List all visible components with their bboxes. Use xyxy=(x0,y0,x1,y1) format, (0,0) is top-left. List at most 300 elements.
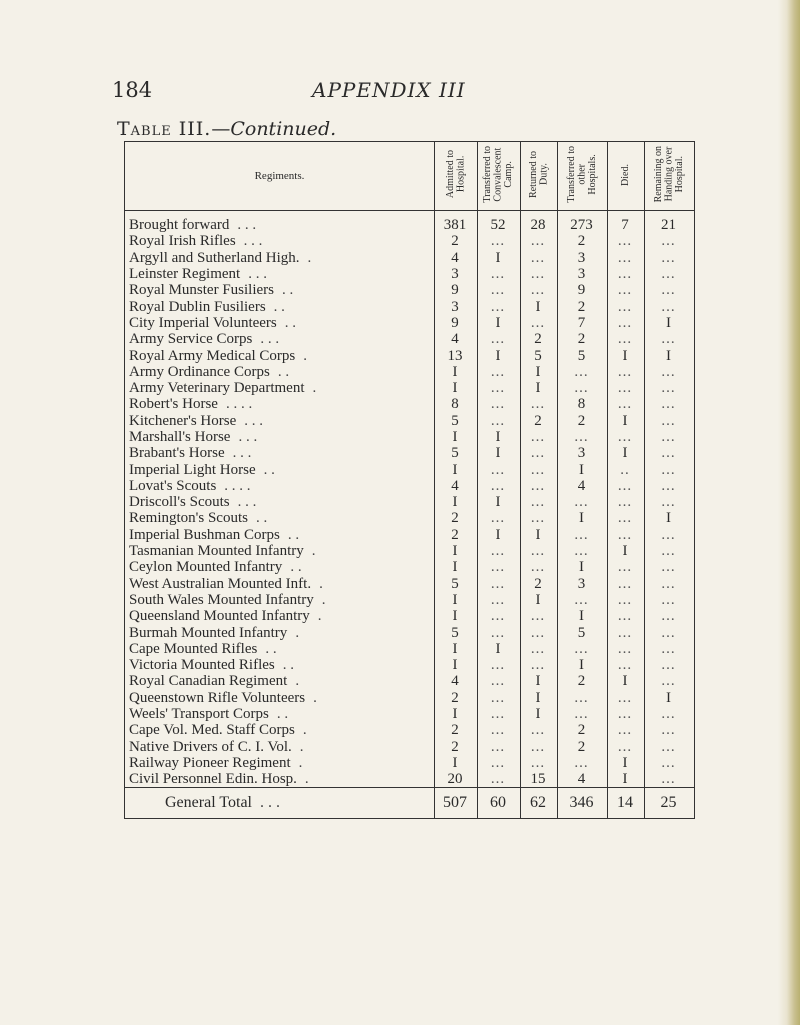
table-caption xyxy=(117,118,336,140)
returned-cell: ... xyxy=(521,250,558,266)
table-row xyxy=(125,429,695,445)
died-cell: ... xyxy=(608,380,645,396)
regiment-name: Army Service Corps xyxy=(129,331,253,348)
table-row xyxy=(125,396,695,412)
header-transferred xyxy=(558,142,608,211)
convalescent-cell: I xyxy=(478,315,521,331)
regiment-name: Cape Mounted Rifles xyxy=(129,640,258,657)
table-row xyxy=(125,315,695,331)
returned-cell: ... xyxy=(521,233,558,249)
convalescent-cell: 60 xyxy=(478,788,521,819)
table-row xyxy=(125,641,695,657)
regiment-cell xyxy=(125,771,435,788)
transferred-cell: 3 xyxy=(558,266,608,282)
returned-cell: ... xyxy=(521,608,558,624)
regiment-name: Royal Canadian Regiment xyxy=(129,673,288,690)
transferred-cell: ... xyxy=(558,527,608,543)
remaining-cell: ... xyxy=(645,298,695,314)
regiment-name: Brought forward xyxy=(129,217,230,234)
leader-dots: . . xyxy=(255,510,268,527)
returned-cell: I xyxy=(521,592,558,608)
regiment-cell xyxy=(125,250,435,266)
returned-cell: 2 xyxy=(521,331,558,347)
regiment-name: Royal Dublin Fusiliers xyxy=(129,298,266,315)
remaining-cell: ... xyxy=(645,478,695,494)
remaining-cell: ... xyxy=(645,250,695,266)
died-cell: I xyxy=(608,347,645,363)
admitted-cell: 9 xyxy=(435,315,478,331)
header-regiments xyxy=(125,142,435,211)
regiment-name: Leinster Regiment xyxy=(129,266,241,283)
returned-cell: I xyxy=(521,364,558,380)
admitted-cell: I xyxy=(435,380,478,396)
transferred-cell: 2 xyxy=(558,298,608,314)
table-row xyxy=(125,282,695,298)
returned-cell: I xyxy=(521,690,558,706)
convalescent-cell: ... xyxy=(478,282,521,298)
transferred-cell: 7 xyxy=(558,315,608,331)
leader-dots: . xyxy=(298,754,303,771)
regiment-name: Victoria Mounted Rifles xyxy=(129,657,275,674)
regiment-name: Royal Army Medical Corps xyxy=(129,347,296,364)
table-row xyxy=(125,211,695,234)
remaining-cell: ... xyxy=(645,461,695,477)
table-row xyxy=(125,576,695,592)
returned-cell: I xyxy=(521,673,558,689)
admitted-cell: 20 xyxy=(435,771,478,788)
leader-dots: . . xyxy=(290,559,302,576)
regiment-name: South Wales Mounted Infantry xyxy=(129,591,314,608)
leader-dots: . xyxy=(321,591,326,608)
transferred-cell: I xyxy=(558,608,608,624)
convalescent-cell: ... xyxy=(478,396,521,412)
regiment-name: Railway Pioneer Regiment xyxy=(129,754,291,771)
remaining-cell: ... xyxy=(645,413,695,429)
regiment-cell xyxy=(125,364,435,380)
regiment-name: West Australian Mounted Inft. xyxy=(129,575,312,592)
transferred-cell: ... xyxy=(558,706,608,722)
admitted-cell: I xyxy=(435,494,478,510)
transferred-cell: I xyxy=(558,461,608,477)
died-cell: ... xyxy=(608,657,645,673)
regiment-name: Army Veterinary Department xyxy=(129,380,305,397)
convalescent-cell: I xyxy=(478,641,521,657)
convalescent-cell: ... xyxy=(478,298,521,314)
transferred-cell: 3 xyxy=(558,250,608,266)
regiment-cell xyxy=(125,739,435,755)
regiment-cell xyxy=(125,592,435,608)
died-cell: ... xyxy=(608,364,645,380)
leader-dots: . xyxy=(317,608,322,625)
table-row xyxy=(125,413,695,429)
leader-dots: . . . xyxy=(260,794,280,812)
remaining-cell: ... xyxy=(645,706,695,722)
leader-dots: . . xyxy=(273,298,285,315)
transferred-cell: ... xyxy=(558,364,608,380)
regiment-name: Royal Irish Rifles xyxy=(129,233,236,250)
convalescent-cell: 52 xyxy=(478,211,521,234)
transferred-cell: 5 xyxy=(558,624,608,640)
table-row xyxy=(125,331,695,347)
transferred-cell: 2 xyxy=(558,673,608,689)
total-row xyxy=(125,788,695,819)
returned-cell: 15 xyxy=(521,771,558,788)
admitted-cell: I xyxy=(435,543,478,559)
regiment-cell xyxy=(125,347,435,363)
table-row xyxy=(125,266,695,282)
regiment-cell xyxy=(125,543,435,559)
died-cell: ... xyxy=(608,641,645,657)
regiment-name: City Imperial Volunteers xyxy=(129,314,277,331)
returned-cell: ... xyxy=(521,657,558,673)
leader-dots: . xyxy=(313,689,317,706)
hospital-admissions-table xyxy=(124,141,695,819)
leader-dots: . . xyxy=(282,282,294,299)
regiment-name: Kitchener's Horse xyxy=(129,412,237,429)
remaining-cell: I xyxy=(645,510,695,526)
returned-cell: 2 xyxy=(521,413,558,429)
regiment-name: Queensland Mounted Infantry xyxy=(129,608,310,625)
regiment-name: Royal Munster Fusiliers xyxy=(129,282,274,299)
regiment-cell xyxy=(125,788,435,819)
convalescent-cell: ... xyxy=(478,510,521,526)
admitted-cell: 8 xyxy=(435,396,478,412)
admitted-cell: 4 xyxy=(435,250,478,266)
admitted-cell: 2 xyxy=(435,527,478,543)
admitted-cell: 2 xyxy=(435,722,478,738)
died-cell: .. xyxy=(608,461,645,477)
regiment-cell xyxy=(125,657,435,673)
table-row xyxy=(125,478,695,494)
remaining-cell: ... xyxy=(645,576,695,592)
table-row xyxy=(125,624,695,640)
transferred-cell: I xyxy=(558,559,608,575)
died-cell: I xyxy=(608,413,645,429)
remaining-cell: ... xyxy=(645,266,695,282)
leader-dots: . xyxy=(302,722,307,739)
table-row xyxy=(125,592,695,608)
convalescent-cell: ... xyxy=(478,559,521,575)
leader-dots: . xyxy=(319,575,323,592)
table-row xyxy=(125,722,695,738)
died-cell: ... xyxy=(608,315,645,331)
remaining-cell: ... xyxy=(645,624,695,640)
convalescent-cell: I xyxy=(478,445,521,461)
died-cell: 14 xyxy=(608,788,645,819)
regiment-cell xyxy=(125,233,435,249)
died-cell: ... xyxy=(608,282,645,298)
convalescent-cell: ... xyxy=(478,461,521,477)
transferred-cell: ... xyxy=(558,380,608,396)
returned-cell: ... xyxy=(521,739,558,755)
remaining-cell: I xyxy=(645,315,695,331)
admitted-cell: I xyxy=(435,657,478,673)
remaining-cell: ... xyxy=(645,739,695,755)
returned-cell: ... xyxy=(521,445,558,461)
regiment-cell xyxy=(125,331,435,347)
convalescent-cell: ... xyxy=(478,380,521,396)
died-cell: I xyxy=(608,543,645,559)
admitted-cell: I xyxy=(435,706,478,722)
admitted-cell: 5 xyxy=(435,445,478,461)
regiment-cell xyxy=(125,478,435,494)
transferred-cell: 2 xyxy=(558,233,608,249)
remaining-cell: ... xyxy=(645,543,695,559)
admitted-cell: I xyxy=(435,364,478,380)
regiment-name: Remington's Scouts xyxy=(129,510,248,527)
transferred-cell: 2 xyxy=(558,722,608,738)
returned-cell: ... xyxy=(521,266,558,282)
died-cell: ... xyxy=(608,298,645,314)
admitted-cell: 2 xyxy=(435,510,478,526)
transferred-cell: 2 xyxy=(558,739,608,755)
page-number: 184 xyxy=(112,78,153,102)
died-cell: ... xyxy=(608,608,645,624)
leader-dots: . xyxy=(299,738,304,755)
died-cell: ... xyxy=(608,266,645,282)
regiment-name: Tasmanian Mounted Infantry xyxy=(129,543,304,560)
header-died xyxy=(608,142,645,211)
regiment-name: Brabant's Horse xyxy=(129,445,225,462)
leader-dots: . . . . xyxy=(225,396,253,413)
transferred-cell: 4 xyxy=(558,771,608,788)
running-head: APPENDIX III xyxy=(312,78,466,102)
leader-dots: . . xyxy=(263,461,275,478)
remaining-cell: ... xyxy=(645,673,695,689)
returned-cell: ... xyxy=(521,543,558,559)
remaining-cell: ... xyxy=(645,527,695,543)
table-row xyxy=(125,298,695,314)
leader-dots: . . xyxy=(277,363,290,380)
convalescent-cell: ... xyxy=(478,266,521,282)
regiment-cell xyxy=(125,608,435,624)
regiment-cell xyxy=(125,722,435,738)
admitted-cell: 3 xyxy=(435,266,478,282)
header-convalescent-label: Transferred to Convalescent Camp. xyxy=(482,146,515,203)
regiment-cell xyxy=(125,282,435,298)
died-cell: I xyxy=(608,755,645,771)
transferred-cell: ... xyxy=(558,429,608,445)
died-cell: ... xyxy=(608,233,645,249)
regiment-cell xyxy=(125,641,435,657)
convalescent-cell: ... xyxy=(478,364,521,380)
admitted-cell: 13 xyxy=(435,347,478,363)
table-row xyxy=(125,559,695,575)
convalescent-cell: ... xyxy=(478,233,521,249)
convalescent-cell: ... xyxy=(478,706,521,722)
leader-dots: . xyxy=(295,624,300,641)
caption-dash: — xyxy=(211,118,231,140)
leader-dots: . . . xyxy=(238,429,258,445)
remaining-cell: ... xyxy=(645,233,695,249)
transferred-cell: ... xyxy=(558,494,608,510)
transferred-cell: ... xyxy=(558,543,608,559)
convalescent-cell: ... xyxy=(478,755,521,771)
convalescent-cell: ... xyxy=(478,478,521,494)
regiment-cell xyxy=(125,755,435,771)
convalescent-cell: ... xyxy=(478,608,521,624)
leader-dots: . . . xyxy=(232,445,252,462)
returned-cell: ... xyxy=(521,624,558,640)
returned-cell: I xyxy=(521,298,558,314)
header-admitted-label: Admitted to Hospital. xyxy=(444,150,466,199)
leader-dots: . . . xyxy=(260,331,280,348)
remaining-cell: I xyxy=(645,347,695,363)
returned-cell: ... xyxy=(521,510,558,526)
regiment-cell xyxy=(125,559,435,575)
leader-dots: . . xyxy=(282,657,294,674)
admitted-cell: 2 xyxy=(435,739,478,755)
died-cell: I xyxy=(608,673,645,689)
admitted-cell: 3 xyxy=(435,298,478,314)
admitted-cell: I xyxy=(435,755,478,771)
header-returned xyxy=(521,142,558,211)
admitted-cell: 2 xyxy=(435,690,478,706)
regiment-cell xyxy=(125,380,435,396)
died-cell: ... xyxy=(608,527,645,543)
remaining-cell: ... xyxy=(645,771,695,788)
returned-cell: 62 xyxy=(521,788,558,819)
remaining-cell: ... xyxy=(645,380,695,396)
table-row xyxy=(125,657,695,673)
table-row xyxy=(125,347,695,363)
table-row xyxy=(125,543,695,559)
regiment-cell xyxy=(125,445,435,461)
header-returned-label: Returned to Duty. xyxy=(527,151,549,198)
table-row xyxy=(125,771,695,788)
remaining-cell: ... xyxy=(645,331,695,347)
returned-cell: I xyxy=(521,706,558,722)
convalescent-cell: ... xyxy=(478,673,521,689)
header-transferred-label: Transferred to other Hospitals. xyxy=(565,146,598,203)
transferred-cell: 4 xyxy=(558,478,608,494)
died-cell: ... xyxy=(608,250,645,266)
remaining-cell: ... xyxy=(645,396,695,412)
remaining-cell: ... xyxy=(645,608,695,624)
convalescent-cell: ... xyxy=(478,592,521,608)
remaining-cell: I xyxy=(645,690,695,706)
leader-dots: . xyxy=(307,249,312,266)
returned-cell: I xyxy=(521,527,558,543)
returned-cell: ... xyxy=(521,396,558,412)
transferred-cell: 346 xyxy=(558,788,608,819)
admitted-cell: I xyxy=(435,592,478,608)
leader-dots: . . xyxy=(276,706,289,723)
admitted-cell: I xyxy=(435,641,478,657)
page-edge-shadow xyxy=(778,0,800,1025)
leader-dots: . xyxy=(303,347,307,364)
remaining-cell: ... xyxy=(645,494,695,510)
returned-cell: ... xyxy=(521,461,558,477)
died-cell: ... xyxy=(608,396,645,412)
convalescent-cell: ... xyxy=(478,657,521,673)
transferred-cell: ... xyxy=(558,690,608,706)
leader-dots: . . . xyxy=(237,217,257,234)
regiment-name: General Total xyxy=(165,794,252,812)
leader-dots: . . . . xyxy=(224,477,251,494)
transferred-cell: 8 xyxy=(558,396,608,412)
died-cell: ... xyxy=(608,429,645,445)
returned-cell: 2 xyxy=(521,576,558,592)
leader-dots: . xyxy=(312,380,317,397)
returned-cell: ... xyxy=(521,494,558,510)
table-row xyxy=(125,739,695,755)
leader-dots: . . . xyxy=(248,266,267,283)
admitted-cell: 5 xyxy=(435,413,478,429)
admitted-cell: 381 xyxy=(435,211,478,234)
admitted-cell: I xyxy=(435,608,478,624)
leader-dots: . . . xyxy=(243,233,263,250)
regiment-cell xyxy=(125,413,435,429)
convalescent-cell: I xyxy=(478,347,521,363)
died-cell: ... xyxy=(608,706,645,722)
returned-cell: ... xyxy=(521,478,558,494)
regiment-cell xyxy=(125,576,435,592)
convalescent-cell: ... xyxy=(478,413,521,429)
table-row xyxy=(125,380,695,396)
died-cell: I xyxy=(608,445,645,461)
regiment-name: Ceylon Mounted Infantry xyxy=(129,559,283,576)
convalescent-cell: ... xyxy=(478,624,521,640)
transferred-cell: 3 xyxy=(558,576,608,592)
regiment-name: Weels' Transport Corps xyxy=(129,706,269,723)
caption-continued: Continued. xyxy=(230,118,337,140)
convalescent-cell: I xyxy=(478,429,521,445)
leader-dots: . . . xyxy=(237,494,257,511)
header-regiments-label: Regiments. xyxy=(254,170,305,182)
admitted-cell: I xyxy=(435,429,478,445)
header-row xyxy=(125,142,695,211)
remaining-cell: 25 xyxy=(645,788,695,819)
admitted-cell: 4 xyxy=(435,331,478,347)
header-convalescent xyxy=(478,142,521,211)
died-cell: ... xyxy=(608,494,645,510)
table-row xyxy=(125,364,695,380)
table-row xyxy=(125,608,695,624)
header-died-label: Died. xyxy=(619,163,631,186)
regiment-name: Imperial Light Horse xyxy=(129,461,256,478)
regiment-cell xyxy=(125,706,435,722)
died-cell: ... xyxy=(608,331,645,347)
admitted-cell: 4 xyxy=(435,478,478,494)
transferred-cell: 2 xyxy=(558,413,608,429)
regiment-name: Civil Personnel Edin. Hosp. xyxy=(129,771,297,788)
remaining-cell: ... xyxy=(645,364,695,380)
died-cell: I xyxy=(608,771,645,788)
regiment-name: Native Drivers of C. I. Vol. xyxy=(129,738,292,755)
regiment-cell xyxy=(125,298,435,314)
admitted-cell: 2 xyxy=(435,233,478,249)
returned-cell: I xyxy=(521,380,558,396)
regiment-name: Imperial Bushman Corps xyxy=(129,526,280,543)
convalescent-cell: ... xyxy=(478,739,521,755)
leader-dots: . . xyxy=(284,314,297,331)
transferred-cell: I xyxy=(558,657,608,673)
remaining-cell: ... xyxy=(645,657,695,673)
table-row xyxy=(125,510,695,526)
remaining-cell: ... xyxy=(645,641,695,657)
regiment-name: Marshall's Horse xyxy=(129,429,231,445)
transferred-cell: 3 xyxy=(558,445,608,461)
table-row xyxy=(125,461,695,477)
transferred-cell: ... xyxy=(558,755,608,771)
leader-dots: . . . xyxy=(244,412,263,429)
convalescent-cell: ... xyxy=(478,722,521,738)
returned-cell: 28 xyxy=(521,211,558,234)
convalescent-cell: I xyxy=(478,494,521,510)
table-row xyxy=(125,233,695,249)
returned-cell: ... xyxy=(521,559,558,575)
